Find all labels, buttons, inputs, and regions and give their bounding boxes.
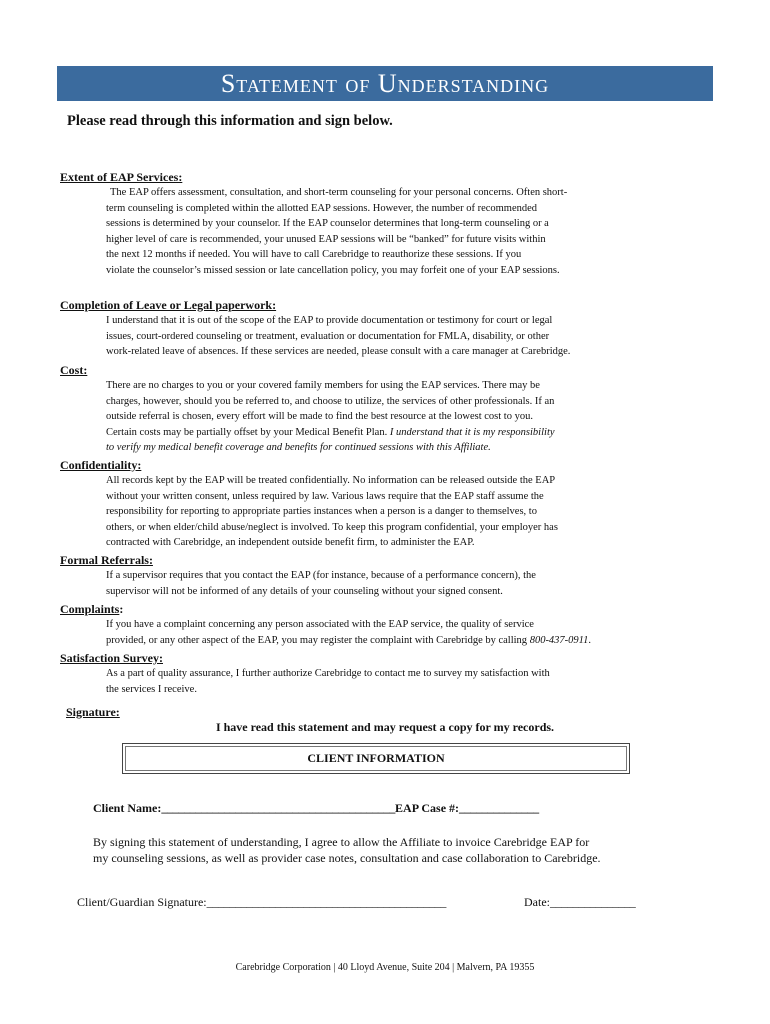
body-line: If you have a complaint concerning any person associated with the EAP service, the quality of service	[106, 619, 534, 630]
body-line: responsibility for reporting to appropriate parties instances when a person is a danger to themselves, to	[106, 506, 537, 518]
body-line: contracted with Carebridge, an independent outside benefit firm, to administer the EAP.	[106, 537, 475, 549]
punctuation: .	[588, 634, 592, 646]
guardian-signature-field[interactable]: __________________________________________	[206, 895, 447, 909]
section-title: Extent of EAP Services:	[60, 170, 183, 184]
section-confidentiality	[60, 457, 660, 551]
section-cost	[60, 362, 660, 456]
section-title: Confidentiality:	[60, 458, 142, 472]
italic-text: I understand that it is my responsibility	[389, 426, 555, 438]
body-line: If a supervisor requires that you contact the EAP (for instance, because of a performance concern), the	[106, 570, 536, 581]
section-complaints	[60, 601, 660, 648]
date-row	[524, 895, 636, 910]
section-title-row	[60, 601, 660, 617]
body-line: supervisor will not be informed of any details of your counseling without your signed consent.	[106, 585, 503, 597]
section-body	[106, 568, 666, 599]
body-line: the services I receive.	[106, 683, 197, 695]
section-title: Completion of Leave or Legal paperwork:	[60, 298, 277, 312]
section-extent	[60, 169, 660, 279]
client-name-label: Client Name:	[93, 801, 162, 815]
body-line: term counseling is completed within the allotted EAP sessions. However, the number of recommended	[106, 202, 538, 214]
date-field[interactable]: _______________	[550, 895, 636, 909]
section-body	[106, 378, 666, 456]
section-body	[106, 473, 666, 551]
body-line: All records kept by the EAP will be treated confidentially. No information can be released outside the EAP	[106, 475, 556, 486]
client-info-heading: CLIENT INFORMATION	[307, 751, 445, 765]
body-line: the next 12 months if needed. You will have to call Carebridge to reauthorize these sessions. If you	[106, 249, 522, 261]
section-title: Formal Referrals:	[60, 553, 153, 567]
section-body	[106, 666, 666, 697]
body-line	[106, 425, 666, 441]
body-line: sessions is determined by your counselor. If the EAP counselor determines that long-term counseling or a	[106, 218, 549, 230]
body-line: violate the counselor’s missed session or late cancellation policy, you may forfeit one of your EAP sessions.	[106, 264, 560, 276]
body-line: outside referral is chosen, every effort will be made to find the best resource at the lowest cost to you.	[106, 411, 533, 423]
section-referrals	[60, 552, 660, 599]
title-suffix: :	[119, 602, 124, 616]
body-line: The EAP offers assessment, consultation, and short-term counseling for your personal concerns. Often short-	[110, 187, 568, 198]
section-body	[106, 313, 666, 360]
acknowledgment-text: I have read this statement and may request a copy for my records.	[215, 720, 555, 734]
body-line	[106, 633, 666, 649]
consent-text	[93, 834, 693, 866]
signature-label: Signature:	[66, 705, 120, 719]
body-line: charges, however, should you be referred to, and choose to utilize, the services of other professionals. If an	[106, 395, 555, 407]
section-title: Complaints	[60, 602, 120, 616]
body-line: higher level of care is recommended, your unused EAP sessions will be “banked” for future visits within	[106, 233, 546, 245]
body-line: work-related leave of absences. If these services are needed, please consult with a care manager at Carebridge.	[106, 346, 571, 358]
client-name-field[interactable]: _________________________________________	[161, 801, 396, 815]
section-title: Cost:	[60, 363, 88, 377]
section-title: Satisfaction Survey:	[60, 651, 163, 665]
date-label: Date:	[524, 895, 550, 909]
section-leave	[60, 297, 660, 360]
title-banner	[57, 66, 713, 101]
body-text: Certain costs may be partially offset by your Medical Benefit Plan.	[106, 426, 388, 438]
intro-text: Please read through this information and sign below.	[67, 113, 393, 129]
footer-address: Carebridge Corporation | 40 Lloyd Avenue, Suite 204 | Malvern, PA 19355	[235, 962, 535, 973]
consent-line: my counseling sessions, as well as provider case notes, consultation and case collaboration to Carebridge.	[93, 851, 601, 865]
section-body	[106, 617, 666, 648]
client-name-row	[93, 801, 539, 816]
body-line: without your written consent, unless required by law. Various laws require that the EAP staff assume the	[106, 490, 544, 502]
body-line: others, or when elder/child abuse/neglect is involved. To keep this program confidential, your employer has	[106, 521, 558, 533]
italic-text: to verify my medical benefit coverage and benefits for continued sessions with this Affiliate.	[106, 442, 491, 454]
page-title: Statement of Understanding	[220, 68, 550, 98]
eap-case-field[interactable]: ______________	[459, 801, 539, 815]
section-survey	[60, 650, 660, 697]
body-text: provided, or any other aspect of the EAP, you may register the complaint with Carebridge by calling	[106, 634, 528, 646]
body-line: As a part of quality assurance, I further authorize Carebridge to contact me to survey my satisfaction with	[106, 668, 550, 679]
body-line: There are no charges to you or your covered family members for using the EAP services. There may be	[106, 380, 540, 391]
guardian-signature-label: Client/Guardian Signature:	[77, 895, 207, 909]
client-info-box	[122, 743, 630, 774]
consent-line: By signing this statement of understanding, I agree to allow the Affiliate to invoice Carebridge EAP for	[93, 835, 590, 849]
body-line: issues, court-ordered counseling or treatment, evaluation or documentation for FMLA, disability, or other	[106, 330, 550, 342]
phone-number: 800-437-0911	[529, 634, 589, 646]
body-line: I understand that it is out of the scope of the EAP to provide documentation or testimony for court or legal	[106, 315, 553, 326]
guardian-signature-row	[77, 895, 446, 910]
section-body	[106, 185, 666, 279]
eap-case-label: EAP Case #:	[395, 801, 460, 815]
